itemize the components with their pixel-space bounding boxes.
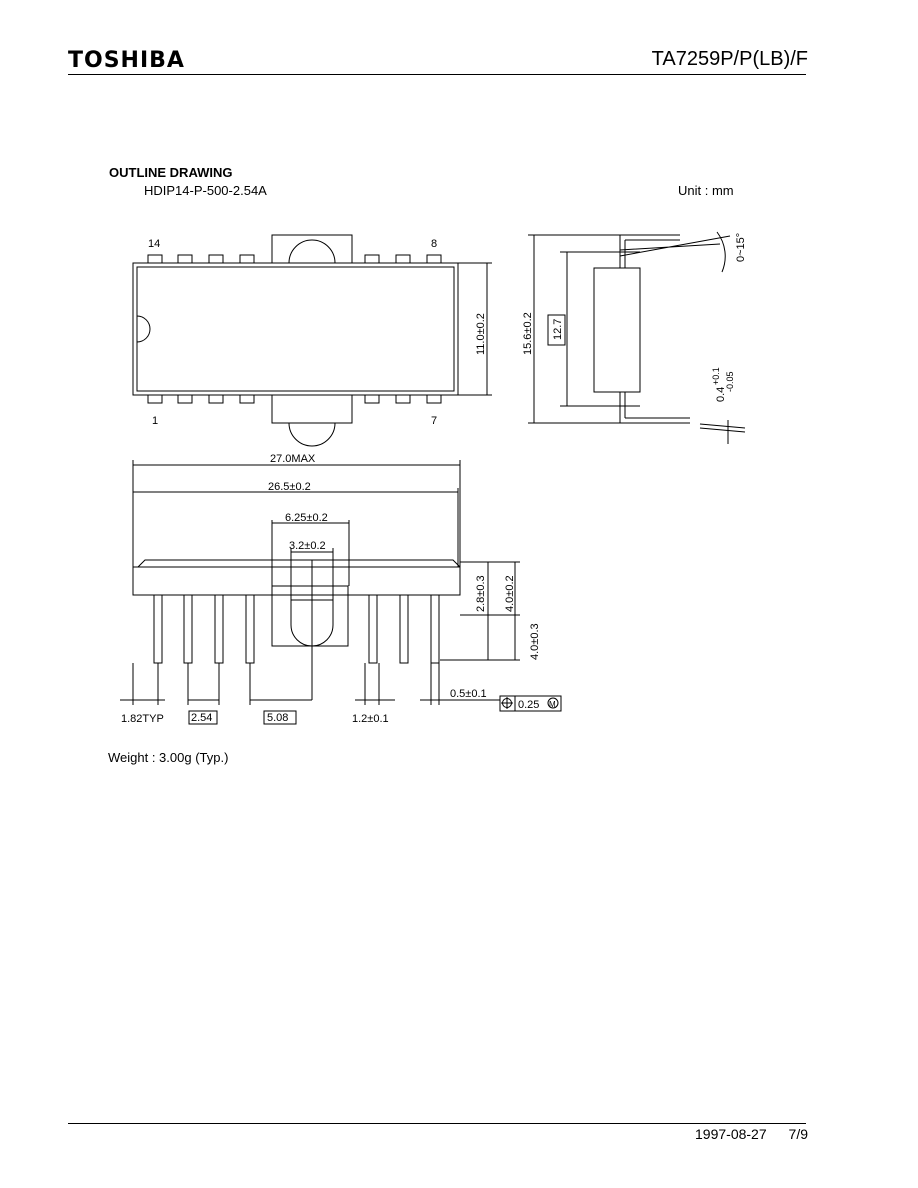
dim-lead-thickness-tol-minus: -0.05 [725,371,735,392]
dim-lead-thickness-tol-plus: +0.1 [711,367,721,385]
dim-2-54: 2.54 [191,712,213,724]
dim-1-82: 1.82TYP [121,713,164,725]
dim-lead-thickness: 0.4 [715,386,727,402]
weight-text: Weight : 3.00g (Typ.) [108,750,229,765]
dim-angle: 0~15° [735,232,747,262]
brand-logo: TOSHIBA [68,48,185,73]
pin-label-1: 1 [152,415,159,427]
dim-3-2: 3.2±0.2 [289,540,326,552]
dim-2-8: 2.8±0.3 [475,575,487,612]
pin-label-8: 8 [431,238,438,250]
top-view-body [133,263,458,395]
dim-0-5: 0.5±0.1 [450,688,487,700]
dim-4-0-a: 4.0±0.2 [504,575,516,612]
dim-tol-m: M [549,700,556,709]
dim-26-5: 26.5±0.2 [268,481,311,493]
section-title: OUTLINE DRAWING [109,165,233,180]
dim-tolerance: 0.25 [518,699,540,711]
dim-12-7: 12.7 [552,318,564,340]
dim-5-08: 5.08 [267,712,289,724]
footer-rule [68,1123,806,1124]
dim-6-25: 6.25±0.2 [285,512,328,524]
dim-15-6: 15.6±0.2 [522,312,534,355]
footer [677,1126,808,1142]
dim-1-2: 1.2±0.1 [352,713,389,725]
footer-page: 7/9 [788,1126,808,1142]
dim-27-max: 27.0MAX [270,453,316,465]
pin-label-7: 7 [431,415,438,427]
pin-label-14: 14 [148,238,161,250]
unit-label: Unit : mm [678,183,734,198]
dim-11-0: 11.0±0.2 [475,313,487,355]
package-code: HDIP14-P-500-2.54A [144,183,267,198]
front-view-body [133,567,460,595]
footer-date: 1997-08-27 [695,1126,767,1142]
dim-4-0-b: 4.0±0.3 [529,623,541,660]
part-number: TA7259P/P(LB)/F [651,48,808,70]
